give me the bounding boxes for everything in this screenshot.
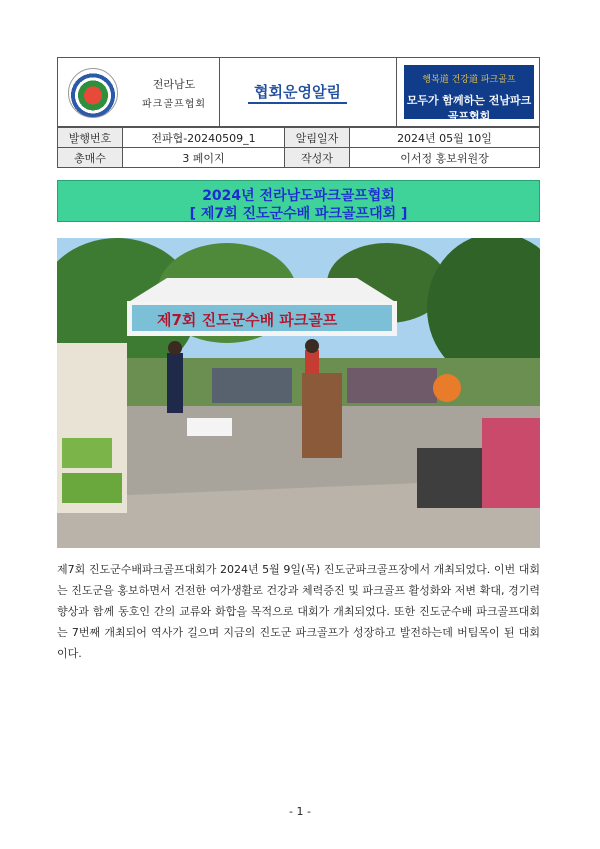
tent-banner-text: 제7회 진도군수배 파크골프 [157,311,338,329]
pages-value: 3 페이지 [123,148,285,168]
body-paragraph: 제7회 진도군수배파크골프대회가 2024년 5월 9일(목) 진도군파크골프장에서 개최되었다. 이번 대회는 진도군을 홍보하면서 건전한 여가생활로 건강과 체력증진 및 파크골프 활성화와 저변 확대, 경기력 향상과 함께 동호인 간의 교류와 화합을 목적으로 대회가 개최되었다. 또한 진도군수배 파크골프대회는 7번째 개최되어 역사가 길으며 지금의 진도군 파크골프가 성장하고 발전하는데 버팀목이 된 대회이다. [57,563,540,660]
document-info-table [57,127,540,168]
notice-title-cell [220,58,397,126]
header-box [57,57,540,127]
event-photo-illustration [57,238,540,548]
doc-no-label: 발행번호 [58,128,123,148]
org-name-line2: 파크골프협회 [142,99,206,110]
table-row [58,128,540,148]
date-value: 2024년 05월 10일 [350,128,540,148]
event-title-line2: [ 제7회 진도군수배 파크골프대회 ] [189,206,408,222]
event-title-banner [57,180,540,222]
association-logo-icon [68,68,118,118]
org-cell [58,58,220,126]
event-title-line1: 2024년 전라남도파크골프협회 [202,188,395,204]
notice-title: 협회운영알림 [248,81,347,104]
author-label: 작성자 [285,148,350,168]
promo-banner [404,65,534,123]
org-name-line1: 전라남도 [152,78,196,91]
promo-slogan: 행복道 건강道 파크골프 [422,75,516,85]
date-label: 알림일자 [285,128,350,148]
doc-no-value: 전파협-20240509_1 [123,128,285,148]
promo-title: 모두가 함께하는 전남파크골프협회 [406,94,532,123]
page-number: - 1 - [289,805,311,818]
pages-label: 총매수 [58,148,123,168]
promo-cell [397,58,541,126]
author-value: 이서정 홍보위원장 [350,148,540,168]
table-row [58,148,540,168]
event-photo [57,238,540,548]
